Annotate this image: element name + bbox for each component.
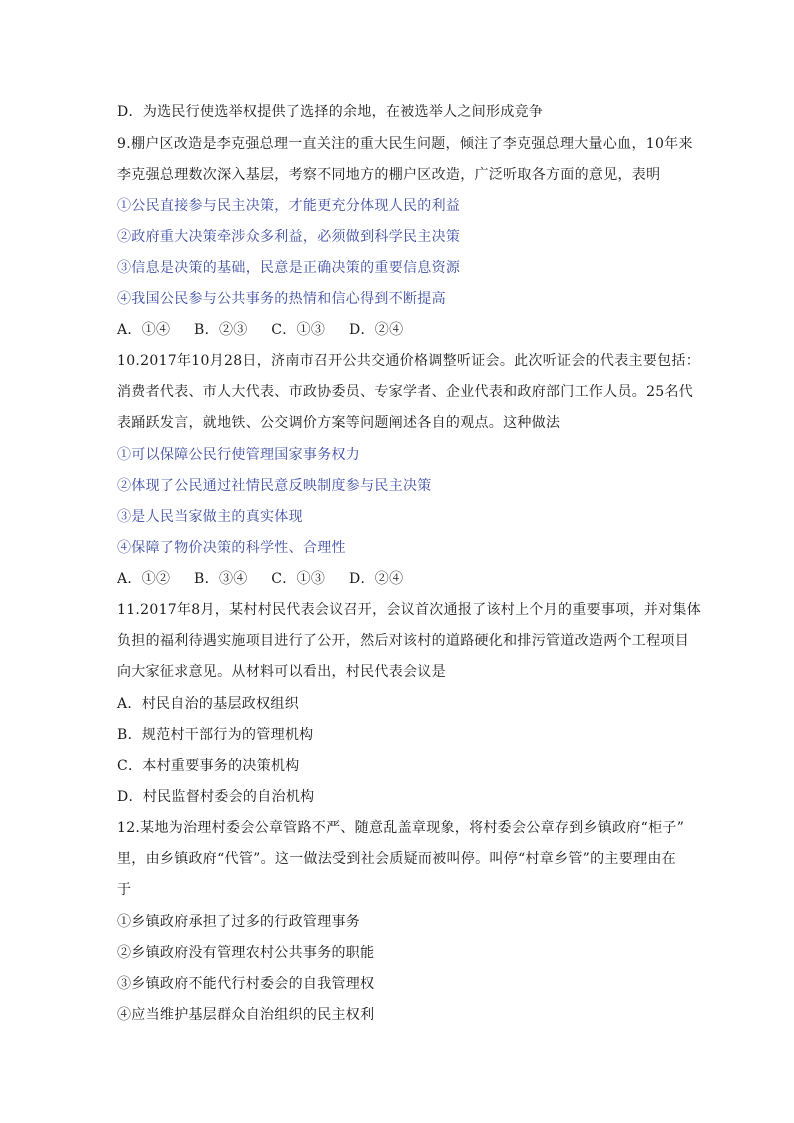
question-11-stem-line-3: 向大家征求意见。从材料可以看出，村民代表会议是 [117,664,446,680]
question-10-stem-line-1: 10.2017年10月28日，济南市召开公共交通价格调整听证会。此次听证会的代表主要包括： [117,353,701,369]
question-12-stem-line-2: 里，由乡镇政府“代管”。这一做法受到社会质疑而被叫停。叫停“村章乡管”的主要理由在 [117,851,676,867]
q11-option-d: D．村民监督村委会的自治机构 [117,789,315,805]
q11-option-b: B．规范村干部行为的管理机构 [117,727,314,743]
q9-statement-4: ④我国公民参与公共事务的热情和信心得到不断提高 [117,291,446,307]
q12-statement-4: ④应当维护基层群众自治组织的民主权利 [117,1007,375,1023]
question-10-stem-line-2: 消费者代表、市人大代表、市政协委员、专家学者、企业代表和政府部门工作人员。25名代 [117,384,694,400]
question-10-stem-line-3: 表踊跃发言，就地铁、公交调价方案等问题阐述各自的观点。这种做法 [117,415,561,431]
question-11-stem-line-2: 负担的福利待遇实施项目进行了公开，然后对该村的道路硬化和排污管道改造两个工程项目 [117,633,689,649]
question-11-stem-line-1: 11.2017年8月，某村村民代表会议召开，会议首次通报了该村上个月的重要事项，并对集体 [117,602,701,618]
q12-statement-2: ②乡镇政府没有管理农村公共事务的职能 [117,945,375,961]
q10-statement-2: ②体现了公民通过社情民意反映制度参与民主决策 [117,478,432,494]
question-9-stem-line-2: 李克强总理数次深入基层，考察不同地方的棚户区改造，广泛听取各方面的意见，表明 [117,167,661,183]
question-12-stem-line-3: 于 [117,882,132,898]
q12-statement-1: ①乡镇政府承担了过多的行政管理事务 [117,914,361,930]
q11-option-c: C．本村重要事务的决策机构 [117,758,300,774]
question-9-stem-line-1: 9.棚户区改造是李克强总理一直关注的重大民生问题，倾注了李克强总理大量心血，10年来 [117,136,693,152]
q10-answer-options: A．①② B．③④ C．①③ D．②④ [117,571,404,587]
q9-statement-2: ②政府重大决策牵涉众多利益，必须做到科学民主决策 [117,229,461,245]
q10-statement-4: ④保障了物价决策的科学性、合理性 [117,540,346,556]
option-d-q8: D．为选民行使选举权提供了选择的余地，在被选举人之间形成竞争 [117,104,544,120]
q12-statement-3: ③乡镇政府不能代行村委会的自我管理权 [117,976,375,992]
q9-answer-options: A．①④ B．②③ C．①③ D．②④ [117,322,404,338]
q9-statement-1: ①公民直接参与民主决策，才能更充分体现人民的利益 [117,198,461,214]
question-12-stem-line-1: 12.某地为治理村委会公章管路不严、随意乱盖章现象，将村委会公章存到乡镇政府“柜子” [117,820,685,836]
q11-option-a: A．村民自治的基层政权组织 [117,696,300,712]
q9-statement-3: ③信息是决策的基础，民意是正确决策的重要信息资源 [117,260,461,276]
q10-statement-3: ③是人民当家做主的真实体现 [117,509,303,525]
q10-statement-1: ①可以保障公民行使管理国家事务权力 [117,447,361,463]
